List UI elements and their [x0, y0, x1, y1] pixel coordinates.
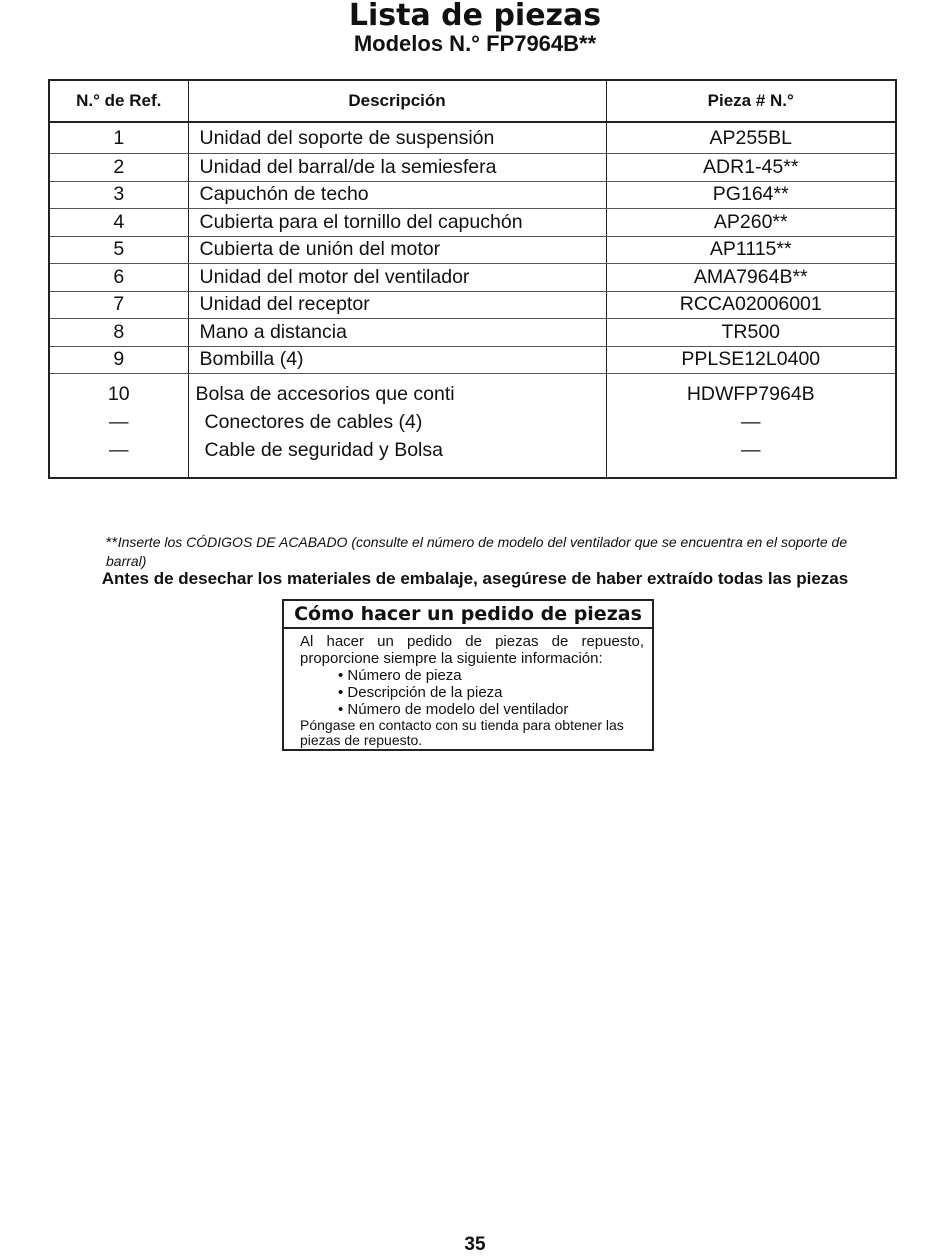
part-number-cell: PPLSE12L0400 [606, 346, 896, 374]
ref-line: — [109, 439, 129, 461]
description-cell: Unidad del receptor [188, 291, 606, 319]
order-box-title: Cómo hacer un pedido de piezas [284, 601, 652, 629]
ref-cell: 6 [49, 264, 188, 292]
ref-cell: 7 [49, 291, 188, 319]
table-row [49, 154, 896, 182]
parts-table [48, 79, 897, 479]
part-number-cell: TR500 [606, 319, 896, 347]
part-number-line: HDWFP7964B [686, 383, 815, 405]
ref-cell [49, 374, 188, 479]
table-row [49, 236, 896, 264]
page-title: Lista de piezas [348, 0, 602, 33]
packaging-warning: Antes de desechar los materiales de embalaje, asegúrese de haber extraído todas las piezas [101, 569, 849, 588]
table-header-row [49, 80, 896, 122]
table-row [49, 264, 896, 292]
description-cell: Unidad del barral/de la semiesfera [188, 154, 606, 182]
ref-line: 10 [107, 383, 130, 405]
part-number-line: — [741, 411, 761, 433]
footnote-marker: ** [106, 534, 118, 551]
part-number-cell: ADR1-45** [606, 154, 896, 182]
ref-cell: 4 [49, 209, 188, 237]
list-item: • Número de pieza [338, 667, 462, 684]
order-parts-box [282, 599, 654, 751]
ref-cell: 3 [49, 181, 188, 209]
ref-cell: 8 [49, 319, 188, 347]
finish-codes-footnote [106, 533, 851, 570]
order-info-list [300, 667, 644, 718]
part-number-cell [606, 374, 896, 479]
description-line: Conectores de cables (4) [204, 411, 423, 433]
ref-line: — [109, 411, 129, 433]
column-header-description: Descripción [188, 80, 606, 122]
table-row [49, 181, 896, 209]
description-cell: Unidad del motor del ventilador [188, 264, 606, 292]
description-cell: Cubierta de unión del motor [188, 236, 606, 264]
part-number-cell: RCCA02006001 [606, 291, 896, 319]
description-cell: Capuchón de techo [188, 181, 606, 209]
page-number: 35 [464, 1234, 486, 1255]
table-row [49, 319, 896, 347]
part-number-cell: AP255BL [606, 122, 896, 154]
description-cell [188, 374, 606, 479]
ref-cell: 1 [49, 122, 188, 154]
description-cell: Unidad del soporte de suspensión [188, 122, 606, 154]
part-number-cell: PG164** [606, 181, 896, 209]
model-subtitle: Modelos N.° FP7964B** [353, 31, 597, 56]
order-intro: Al hacer un pedido de piezas de repuesto, proporcione siempre la siguiente información: [300, 633, 644, 667]
part-number-cell: AP260** [606, 209, 896, 237]
part-number-cell: AMA7964B** [606, 264, 896, 292]
part-number-line: — [741, 439, 761, 461]
description-cell: Bombilla (4) [188, 346, 606, 374]
ref-cell: 2 [49, 154, 188, 182]
table-row-accessories [49, 374, 896, 479]
table-row [49, 346, 896, 374]
list-item: • Número de modelo del ventilador [338, 701, 569, 718]
description-line: Cable de seguridad y Bolsa [204, 439, 443, 461]
description-line: Bolsa de accesorios que conti [195, 383, 455, 405]
table-row [49, 209, 896, 237]
description-cell: Mano a distancia [188, 319, 606, 347]
order-outro: Póngase en contacto con su tienda para obtener las piezas de repuesto. [300, 717, 624, 748]
column-header-ref: N.° de Ref. [49, 80, 188, 122]
ref-cell: 9 [49, 346, 188, 374]
list-item: • Descripción de la pieza [338, 684, 503, 701]
table-row [49, 291, 896, 319]
column-header-part: Pieza # N.° [606, 80, 896, 122]
part-number-cell: AP1115** [606, 236, 896, 264]
ref-cell: 5 [49, 236, 188, 264]
description-cell: Cubierta para el tornillo del capuchón [188, 209, 606, 237]
order-box-body [284, 629, 652, 748]
table-row [49, 122, 896, 154]
footnote-text: Inserte los CÓDIGOS DE ACABADO (consulte el número de modelo del ventilador que se encuentra en el soporte de barral) [106, 534, 848, 569]
